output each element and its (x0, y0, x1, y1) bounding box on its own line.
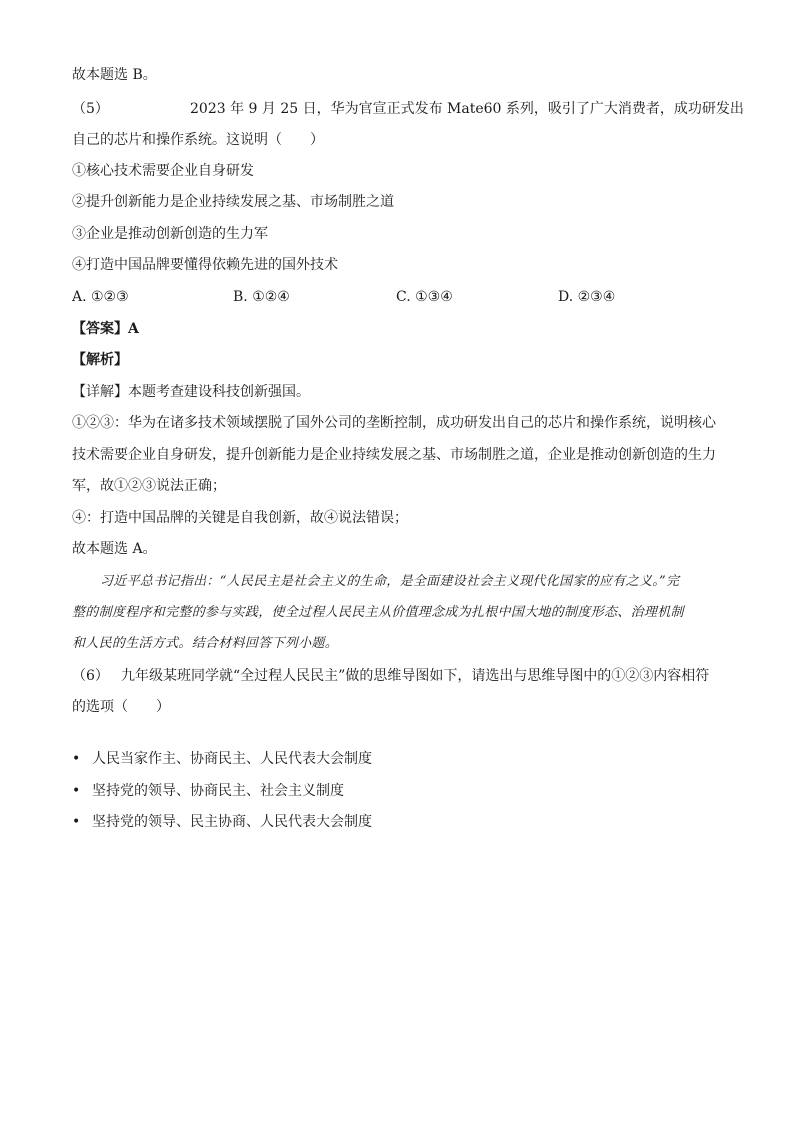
question-5-stem-line2: 自己的芯片和操作系统。这说明（ ） (72, 132, 324, 148)
question-6-stem-line2: 的选项（ ） (72, 699, 170, 715)
option-a: A. ①②③ (72, 289, 129, 305)
explanation-line2: 技术需要企业自身研发，提升创新能力是企业持续发展之基、市场制胜之道，企业是推动创新创造的生力 (72, 447, 716, 463)
bullet-icon: • (72, 814, 81, 830)
statement-4: ④打造中国品牌要懂得依赖先进的国外技术 (72, 257, 338, 273)
list-item-text: 坚持党的领导、民主协商、人民代表大会制度 (92, 814, 372, 830)
option-b: B. ①②④ (233, 289, 290, 305)
option-d: D. ②③④ (558, 289, 616, 305)
answer-label: 【答案】A (72, 321, 139, 337)
explanation-line4: ④：打造中国品牌的关键是自我创新，故④说法错误； (72, 510, 408, 526)
question-6-stem-text: 九年级某班同学就“全过程人民民主”做的思维导图如下，请选出与思维导图中的①②③内容相符 (121, 668, 710, 684)
question-5-stem-line1 (72, 100, 744, 118)
explanation-line1: ①②③：华为在诸多技术领域摆脱了国外公司的垄断控制，成功研发出自己的芯片和操作系统，说明核心 (72, 415, 716, 431)
question-5-stem-text: 2023 年 9 月 25 日，华为官宣正式发布 Mate60 系列，吸引了广大消费者，成功研发出 (190, 101, 744, 117)
bullet-icon: • (72, 783, 81, 799)
option-c: C. ①③④ (396, 289, 453, 305)
detail-line: 【详解】本题考查建设科技创新强国。 (72, 384, 310, 400)
list-item (72, 750, 372, 768)
list-item (72, 813, 372, 831)
material-line3: 和人民的生活方式。结合材料回答下列小题。 (72, 636, 339, 651)
statement-2: ②提升创新能力是企业持续发展之基、市场制胜之道 (72, 194, 394, 210)
list-item (72, 782, 344, 800)
question-5-conclusion: 故本题选 A。 (72, 541, 157, 557)
question-5-number: （5） (72, 101, 109, 117)
question-6-stem-line1 (72, 667, 709, 685)
statement-1: ①核心技术需要企业自身研发 (72, 163, 254, 179)
material-line2: 整的制度程序和完整的参与实践，使全过程人民民主从价值理念成为扎根中国大地的制度形态、治理机制 (72, 605, 684, 620)
bullet-icon: • (72, 751, 81, 767)
previous-conclusion: 故本题选 B。 (72, 67, 157, 83)
material-line1: 习近平总书记指出：“人民民主是社会主义的生命，是全面建设社会主义现代化国家的应有之义。”完 (100, 574, 680, 589)
question-6-number: （6） (72, 668, 109, 684)
explanation-line3: 军，故①②③说法正确； (72, 478, 226, 494)
list-item-text: 坚持党的领导、协商民主、社会主义制度 (92, 783, 344, 799)
statement-3: ③企业是推动创新创造的生力军 (72, 226, 268, 242)
analysis-label: 【解析】 (72, 352, 128, 368)
list-item-text: 人民当家作主、协商民主、人民代表大会制度 (92, 751, 372, 767)
